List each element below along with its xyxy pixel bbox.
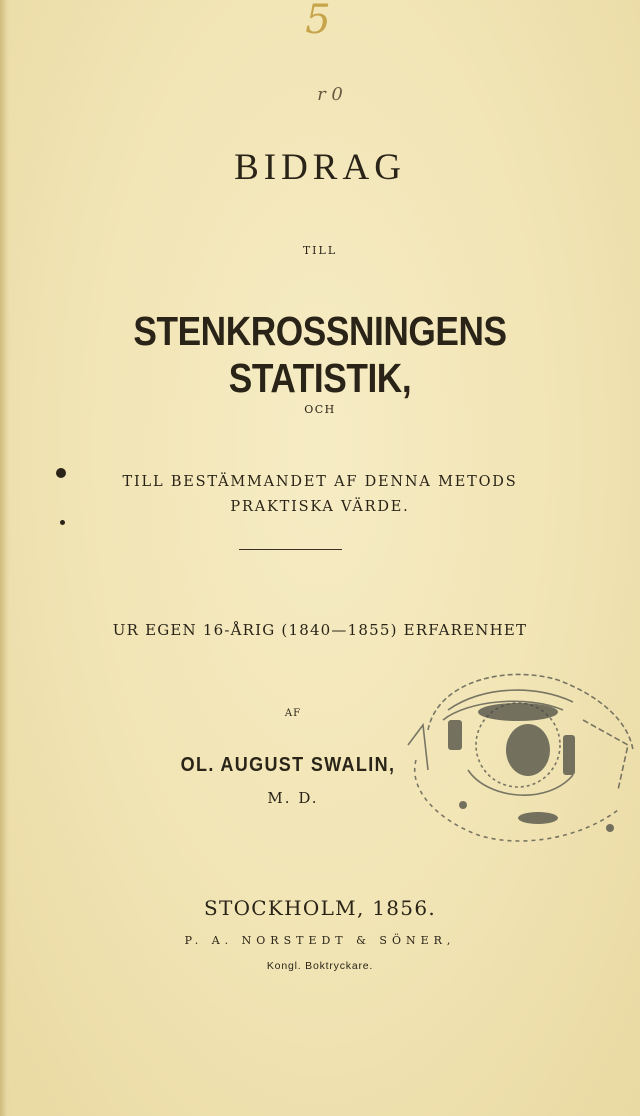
printer-name: P. A. NORSTEDT & SÖNER, bbox=[184, 934, 456, 947]
author-name: OL. AUGUST SWALIN, bbox=[180, 754, 396, 776]
divider-rule bbox=[239, 549, 342, 550]
subtitle-line-1: TILL BESTÄMMANDET AF DENNA METODS bbox=[122, 474, 518, 490]
main-title: STENKROSSNINGENS STATISTIK, bbox=[133, 308, 507, 401]
subtitle-line-2: PRAKTISKA VÄRDE. bbox=[230, 499, 410, 515]
pencil-annotation-small: r 0 bbox=[317, 84, 343, 105]
printer-title: Kongl. Boktryckare. bbox=[266, 960, 374, 972]
heading: BIDRAG bbox=[234, 147, 406, 188]
library-stamp-icon bbox=[388, 650, 638, 855]
imprint-place-year: STOCKHOLM, 1856. bbox=[203, 896, 437, 920]
ink-speck-small bbox=[60, 520, 65, 525]
author-degree: M. D. bbox=[267, 789, 319, 807]
by-label: AF bbox=[284, 708, 302, 719]
connector-och: OCH bbox=[304, 403, 336, 416]
connector-till: TILL bbox=[302, 244, 338, 257]
experience-line: UR EGEN 16-ÅRIG (1840—1855) ERFARENHET bbox=[112, 621, 528, 639]
pencil-annotation-top: 5 bbox=[305, 0, 331, 43]
